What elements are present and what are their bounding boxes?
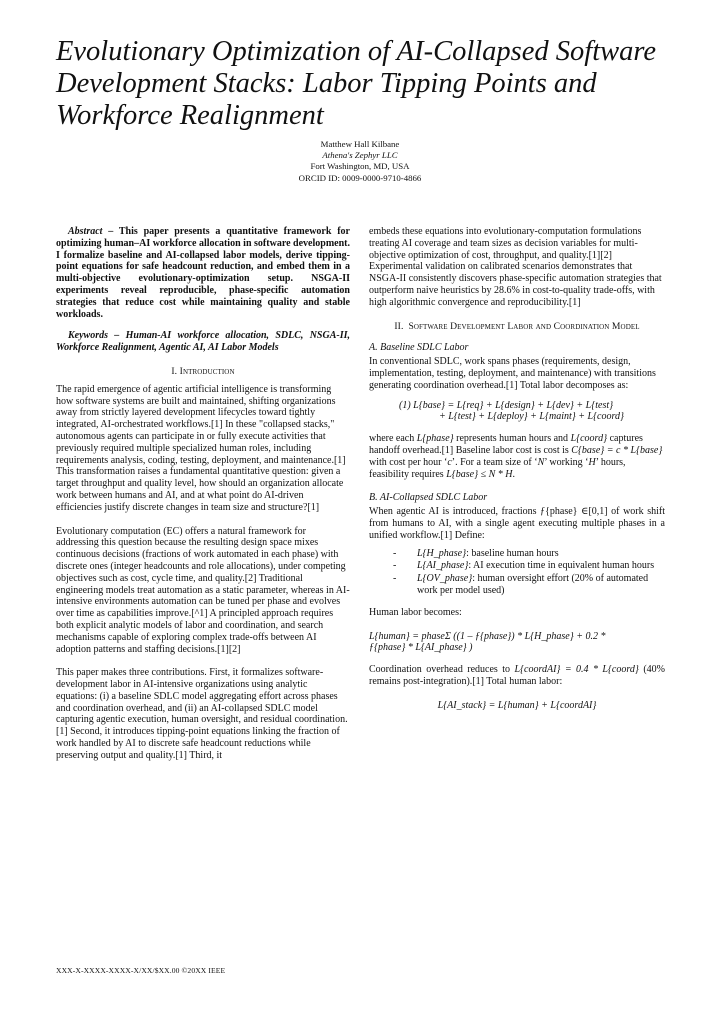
section-number: II. [394, 320, 404, 332]
subsection-heading-baseline: A. Baseline SDLC Labor [369, 342, 469, 354]
ai-collapsed-paragraph: When agentic AI is introduced, fractions ƒ{phase} ∈[0,1] of work shift from humans to AI, with a single agent executing multiple phases in a unified workflow.[1] Define: [369, 506, 665, 541]
right-column [369, 226, 665, 722]
keywords: Keywords – Human-AI workforce allocation, SDLC, NSGA-II, Workforce Realignment, Agentic AI, AI Labor Models [56, 330, 350, 354]
definition-item [393, 548, 665, 560]
baseline-explanation [369, 433, 665, 480]
text-run: where each [369, 433, 417, 445]
math-run: c [447, 456, 452, 468]
coordination-paragraph [369, 664, 665, 688]
equation-human-line-1: L{human} = phaseΣ ((1 – ƒ{phase}) * L{H_phase} + 0.2 * [369, 630, 606, 642]
text-run: ’. For a team size of ‘ [451, 456, 538, 468]
definition-desc: : human oversight effort (20% of automated work per model used) [417, 573, 649, 596]
definition-term: L{AI_phase} [417, 560, 469, 572]
intro-paragraph-3: This paper makes three contributions. First, it formalizes software-development labor in AI-intensive organizations using analytic equations: (i) a baseline SDLC model aggregating effort across phases and coordination overhead, and (ii) an AI-collapsed SDLC model capturing agentic execution, human oversight, and residual coordination.[1] Second, it introduces tipping-point equations linking the fraction of work handled by AI to discrete safe headcount reductions while preserving output and quality.[1] Third, it [56, 667, 348, 761]
intro-continuation: embeds these equations into evolutionary-computation formulations treating AI coverage and team sizes as decision variables for multi-objective optimization of cost, throughput, and quality.[1][2] Experimental validation on calibrated scenarios demonstrates that NSGA-II consistently discovers phase-specific automation strategies that outperform naive heuristics by 28.6% in cost-to-quality trade-offs, with high algorithmic convergence and reproducibility.[1] [369, 226, 662, 308]
math-run: N [537, 456, 545, 468]
math-run: L{base} ≤ N * H [446, 468, 513, 480]
definition-term: L{H_phase} [417, 547, 467, 559]
author-orcid: ORCID ID: 0009-0000-9710-4866 [298, 172, 422, 183]
abstract-text: – This paper presents a quantitative framework for optimizing human–AI workforce allocation in software development. I formalize baseline and AI-collapsed labor models, derive tipping-point equations for safe headcount reduction, and embed them in a multi-objective evolutionary-optimization setup. NSGA-II experiments reveal reproducible, phase-specific automation strategies that reduce cost while maintaining quality and stable workloads. [56, 226, 350, 320]
paper-title: Evolutionary Optimization of AI-Collapsed Software Development Stacks: Labor Tipping Points and Workforce Realignment [56, 36, 657, 131]
subsection-heading-ai-collapsed: B. AI-Collapsed SDLC Labor [369, 492, 488, 504]
human-labor-intro: Human labor becomes: [369, 606, 462, 618]
text-run: captures handoff overhead.[1] Baseline labor cost is cost is [369, 433, 643, 456]
equation-human-labor [369, 631, 665, 655]
math-run: H [588, 456, 596, 468]
text-run: with cost per hour ‘ [369, 456, 448, 468]
definition-item [393, 560, 665, 572]
abstract [56, 226, 350, 320]
text-run: ’ hours, feasibility requires [369, 456, 626, 480]
definition-desc: : baseline human hours [466, 547, 559, 559]
math-run: L{coordAI} = 0.4 * L{coord} [514, 664, 639, 676]
equation-human-line-2: ƒ{phase} * L{AI_phase} ) [369, 642, 473, 654]
author-block [200, 139, 520, 184]
definition-item [393, 573, 665, 597]
equation-1 [369, 400, 665, 424]
ieee-footer: XXX-X-XXXX-XXXX-X/XX/$XX.00 ©20XX IEEE [56, 966, 226, 975]
definition-desc: : AI execution time in equivalent human hours [468, 560, 655, 572]
text-run: represents human hours and [453, 433, 571, 445]
left-column [56, 226, 350, 774]
text-run: ’ working ‘ [544, 456, 589, 468]
section-number: I. [171, 365, 178, 377]
text-run: (40% remains post-integration).[1] Total human labor: [369, 664, 665, 687]
intro-paragraph-2: Evolutionary computation (EC) offers a natural framework for addressing this question because the resulting design space mixes continuous decisions (fractions of work automated in each phase) with discrete ones (integer headcounts and role allocations), under competing objectives such as cost, cycle time, and quality.[2] Traditional engineering models treat automation as a static parameter, whereas in AI-intensive environments automation can be tuned per phase and evolves over time as capabilities improve.[^1] A principled approach requires both explicit analytic models of labor and coordination, and search mechanisms capable of exploring complex trade-offs between AI adoption patterns and staffing decisions.[1][2] [56, 525, 350, 655]
section-title: Software Development Labor and Coordination Model [408, 320, 640, 332]
text-run: . [512, 468, 515, 480]
definition-list [369, 548, 665, 597]
equation-1-line-2: + L{test} + L{deploy} + L{maint} + L{coord} [439, 411, 625, 423]
author-name: Matthew Hall Kilbane [320, 139, 400, 149]
intro-paragraph-1: The rapid emergence of agentic artificial intelligence is transforming how software systems are built and maintained, shifting organizations away from strictly layered development lifecycles toward tightly integrated, AI-orchestrated workflows.[1] In these "collapsed stacks," autonomous agents can participate in or fully execute activities that previously required multiple specialized human roles, including requirements analysis, coding, testing, deployment, and maintenance.[1] This transformation raises a fundamental quantitative question: given a target throughput and quality level, how should an organization allocate work between humans and AI, and at what point do AI-driven efficiencies justify discrete changes in team size and structure?[1] [56, 383, 346, 513]
section-title: Introduction [179, 365, 235, 377]
section-heading-labor-model [369, 321, 665, 333]
math-run: L{phase} [416, 433, 454, 445]
section-heading-introduction [56, 366, 350, 378]
math-run: C{base} = c * L{base} [571, 444, 663, 456]
math-run: L{coord} [570, 433, 608, 445]
author-affiliation: Athena's Zephyr LLC [322, 150, 398, 161]
equation-total-labor: L{AI_stack} = L{human} + L{coordAI} [437, 699, 597, 711]
author-location: Fort Washington, MD, USA [310, 161, 410, 172]
equation-1-line-1: (1) L{base} = L{req} + L{design} + L{dev} + L{test} [399, 399, 614, 411]
text-run: Coordination overhead reduces to [369, 664, 515, 676]
baseline-paragraph: In conventional SDLC, work spans phases (requirements, design, implementation, testing, deployment, and maintenance) with transitions generating coordination overhead.[1] Total labor decomposes as: [369, 356, 656, 391]
abstract-lead: Abstract [68, 226, 103, 237]
definition-term: L{OV_phase} [417, 573, 473, 585]
